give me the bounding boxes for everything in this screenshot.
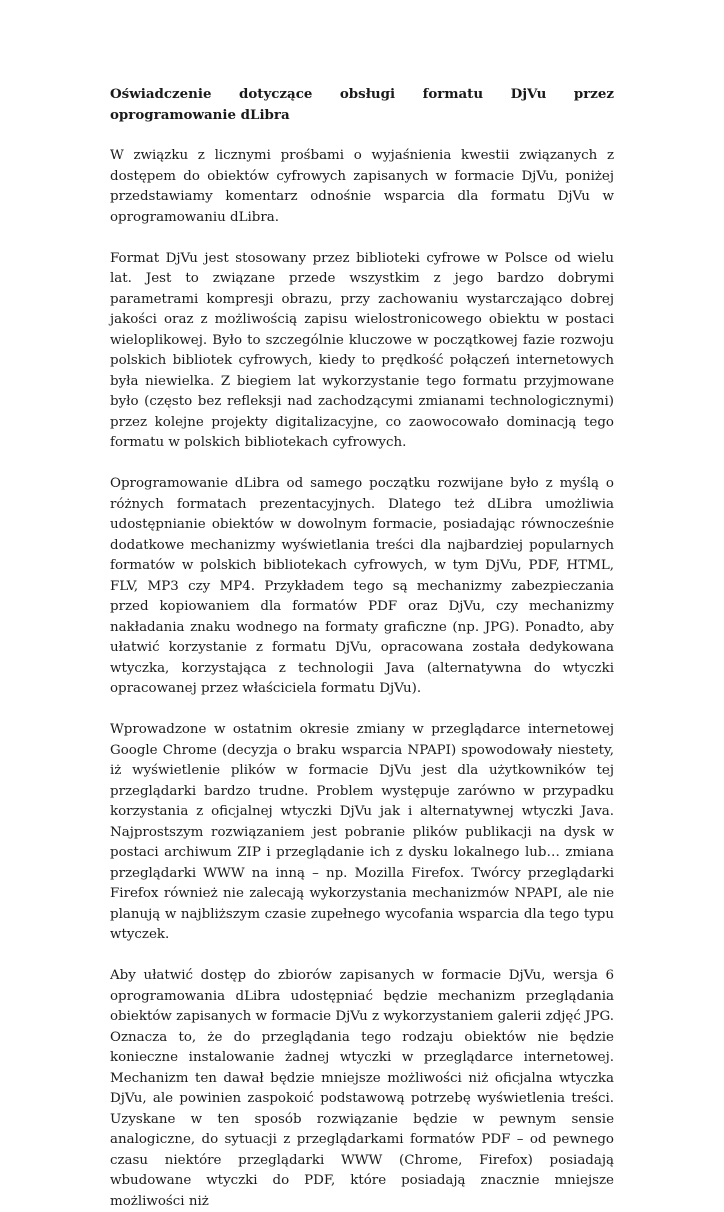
paragraph-chrome-changes: Wprowadzone w ostatnim okresie zmiany w przeglądarce internetowej Google Chrome (decyzja o braku wsparcia NPAPI) spowodowały niestety, iż wyświetlenie plików w formacie DjVu jest dla użytkowników tej przeglądarki bardzo trudne. Problem występuje zarówno w przypadku korzystania z oficjalnej wtyczki DjVu jak i alternatywnej wtyczki Java. Najprostszym rozwiązaniem jest pobranie plików publikacji na dysk w postaci archiwum ZIP i przeglądanie ich z dysku lokalnego lub… zmiana przeglądarki WWW na inną – np. Mozilla Firefox. Twórcy przeglądarki Firefox również nie zalecają wykorzystania mechanizmów NPAPI, ale nie planują w najbliższym czasie zupełnego wycofania wsparcia dla tego typu wtyczek. (110, 722, 614, 942)
paragraph-djvu-format: Format DjVu jest stosowany przez biblioteki cyfrowe w Polsce od wielu lat. Jest to związane przede wszystkim z jego bardzo dobrymi parametrami kompresji obrazu, przy zachowaniu wystarczająco dobrej jakości oraz z możliwością zapisu wielostronicowego obiektu w postaci wieloplikowej. Było to szczególnie kluczowe w początkowej fazie rozwoju polskich bibliotek cyfrowych, kiedy to prędkość połączeń internetowych była niewielka. Z biegiem lat wykorzystanie tego formatu przyjmowane było (często bez refleksji nad zachodzącymi zmianami technologicznymi) przez kolejne projekty digitalizacyjne, co zaowocowało dominacją tego formatu w polskich bibliotekach cyfrowych. (110, 250, 614, 450)
paragraph-dlibra-v6: Aby ułatwić dostęp do zbiorów zapisanych w formacie DjVu, wersja 6 oprogramowania dLibra udostępniać będzie mechanizm przeglądania obiektów zapisanych w formacie DjVu z wykorzystaniem galerii zdjęć JPG. Oznacza to, że do przeglądania tego rodzaju obiektów nie będzie konieczne instalowanie żadnej wtyczki w przeglądarce internetowej. Mechanizm ten dawał będzie mniejsze możliwości niż oficjalna wtyczka DjVu, ale powinien zaspokoić podstawową potrzebę wyświetlenia treści. Uzyskane w ten sposób rozwiązanie będzie w pewnym sensie analogiczne, do sytuacji z przeglądarkami formatów PDF – od pewnego czasu niektóre przeglądarki WWW (Chrome, Firefox) posiadają wbudowane wtyczki do PDF, które posiadają znacznie mniejsze możliwości niż (110, 968, 614, 1209)
document-page (110, 84, 614, 1212)
paragraph-dlibra-formats: Oprogramowanie dLibra od samego początku rozwijane było z myślą o różnych formatach prezentacyjnych. Dlatego też dLibra umożliwia udostępnianie obiektów w dowolnym formacie, posiadając równocześnie dodatkowe mechanizmy wyświetlania treści dla najbardziej popularnych formatów w polskich bibliotekach cyfrowych, w tym DjVu, PDF, HTML, FLV, MP3 czy MP4. Przykładem tego są mechanizmy zabezpieczania przed kopiowaniem dla formatów PDF oraz DjVu, czy mechanizmy nakładania znaku wodnego na formaty graficzne (np. JPG). Ponadto, aby ułatwić korzystanie z formatu DjVu, opracowana została dedykowana wtyczka, korzystająca z technologii Java (alternatywna do wtyczki opracowanej przez właściciela formatu DjVu). (110, 476, 614, 696)
paragraph-intro: W związku z licznymi prośbami o wyjaśnienia kwestii związanych z dostępem do obiektów cyfrowych zapisanych w formacie DjVu, poniżej przedstawiamy komentarz odnośnie wsparcia dla formatu DjVu w oprogramowaniu dLibra. (110, 148, 614, 225)
document-title: Oświadczenie dotyczące obsługi formatu DjVu przez oprogramowanie dLibra (110, 86, 614, 123)
